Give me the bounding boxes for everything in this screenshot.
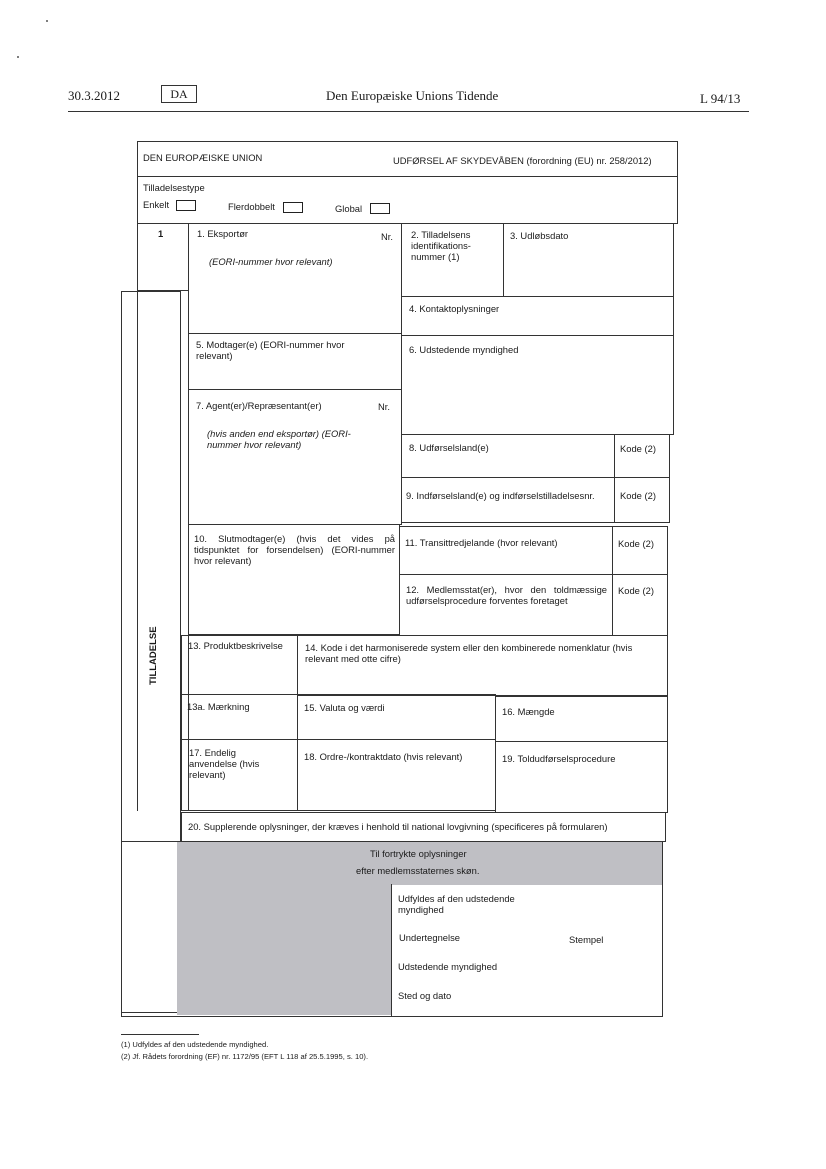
scan-speck bbox=[17, 56, 19, 58]
form-org: DEN EUROPÆISKE UNION bbox=[143, 152, 263, 163]
box-4-contact[interactable] bbox=[401, 296, 674, 336]
box-9-label: 9. Indførselsland(e) og indførselstilladelsesnr. bbox=[406, 490, 595, 501]
box-18-order-date[interactable] bbox=[297, 739, 496, 811]
footnote-2: (2) Jf. Rådets forordning (EF) nr. 1172/95 (EFT L 118 af 25.5.1995, s. 10). bbox=[121, 1052, 369, 1061]
preprinted-line-2: efter medlemsstaternes skøn. bbox=[356, 865, 480, 876]
box-11-label: 11. Transittredjelande (hvor relevant) bbox=[405, 537, 558, 548]
box-8-code-label: Kode (2) bbox=[620, 443, 656, 454]
box-1-note: (EORI-nummer hvor relevant) bbox=[209, 256, 333, 267]
box-1-exporter[interactable] bbox=[188, 223, 402, 334]
box-19-customs-procedure[interactable] bbox=[495, 741, 668, 813]
box-12-code-label: Kode (2) bbox=[618, 585, 654, 596]
box-6-label: 6. Udstedende myndighed bbox=[409, 344, 519, 355]
box-15-label: 15. Valuta og værdi bbox=[304, 702, 385, 713]
preprinted-line-1: Til fortrykte oplysninger bbox=[370, 848, 467, 859]
box-15-currency-value[interactable] bbox=[297, 694, 496, 740]
language-badge: DA bbox=[161, 85, 197, 103]
form-title: UDFØRSEL AF SKYDEVÅBEN (forordning (EU) nr. 258/2012) bbox=[393, 155, 652, 166]
header-rule bbox=[68, 111, 749, 112]
box-8-label: 8. Udførselsland(e) bbox=[409, 442, 489, 453]
header-date: 30.3.2012 bbox=[68, 88, 120, 103]
box-16-label: 16. Mængde bbox=[502, 706, 555, 717]
signature-label: Undertegnelse bbox=[399, 932, 460, 943]
type-flerdobbelt-checkbox[interactable] bbox=[283, 202, 303, 213]
box-4-label: 4. Kontaktoplysninger bbox=[409, 303, 500, 314]
type-enkelt-checkbox[interactable] bbox=[176, 200, 196, 211]
scan-speck bbox=[46, 20, 48, 22]
box-14-label: 14. Kode i det harmoniserede system eller den kombinerede nomenklatur (hvis relevant med otte cifre) bbox=[305, 642, 633, 664]
box-12-label: 12. Medlemsstat(er), hvor den toldmæssige udførselsprocedure forventes foretaget bbox=[406, 584, 607, 606]
journal-title: Den Europæiske Unions Tidende bbox=[326, 88, 499, 103]
preprinted-area-left bbox=[177, 884, 392, 1015]
box-11-code-label: Kode (2) bbox=[618, 538, 654, 549]
box-8-export-country[interactable] bbox=[401, 434, 615, 478]
box-20-label: 20. Supplerende oplysninger, der kræves i henhold til national lovgivning (specificeres på formularen) bbox=[188, 821, 608, 832]
box-17-label: 17. Endelig anvendelse (hvis relevant) bbox=[189, 747, 260, 780]
box-10-label: 10. Slutmodtager(e) (hvis det vides på tidspunktet for forsendelsen) (EORI-nummer hvor relevant) bbox=[194, 533, 395, 566]
place-date-label: Sted og dato bbox=[398, 990, 452, 1001]
box-1-nr: Nr. bbox=[381, 231, 393, 242]
type-enkelt-label: Enkelt bbox=[143, 199, 170, 210]
box-13-label: 13. Produktbeskrivelse bbox=[188, 640, 283, 651]
box-18-label: 18. Ordre-/kontraktdato (hvis relevant) bbox=[304, 751, 463, 762]
box-11-transit-countries[interactable] bbox=[399, 526, 613, 575]
type-flerdobbelt-label: Flerdobbelt bbox=[228, 201, 275, 212]
type-global-checkbox[interactable] bbox=[370, 203, 390, 214]
box-8-code[interactable] bbox=[614, 434, 670, 478]
type-global-label: Global bbox=[335, 203, 363, 214]
box-16-quantity[interactable] bbox=[495, 696, 668, 742]
box-7-label: 7. Agent(er)/Repræsentant(er) bbox=[196, 400, 322, 411]
box-19-label: 19. Toldudførselsprocedure bbox=[502, 753, 616, 764]
box-2-label: 2. Tilladelsens identifikations-nummer (1) bbox=[411, 229, 471, 262]
issuing-authority-label: Udstedende myndighed bbox=[398, 961, 498, 972]
box-3-label: 3. Udløbsdato bbox=[510, 230, 569, 241]
box-11-code[interactable] bbox=[612, 526, 668, 575]
box-5-label: 5. Modtager(e) (EORI-nummer hvor relevant) bbox=[196, 339, 345, 361]
box-7-nr: Nr. bbox=[378, 401, 390, 412]
box-1-label: 1. Eksportør bbox=[197, 228, 249, 239]
stamp-label: Stempel bbox=[569, 934, 604, 945]
box-7-note: (hvis anden end eksportør) (EORI-nummer hvor relevant) bbox=[207, 428, 351, 450]
box-9-code-label: Kode (2) bbox=[620, 490, 656, 501]
copy-number: 1 bbox=[158, 228, 164, 239]
page-reference: L 94/13 bbox=[700, 91, 741, 106]
issuer-fill-note: Udfyldes af den udstedende myndighed bbox=[398, 893, 515, 915]
side-label: TILLADELSE bbox=[148, 626, 159, 685]
box-13a-label: 13a. Mærkning bbox=[187, 701, 250, 712]
type-label: Tilladelsestype bbox=[143, 182, 205, 193]
type-row bbox=[137, 176, 678, 224]
footnote-1: (1) Udfyldes af den udstedende myndighed. bbox=[121, 1040, 269, 1049]
footnote-rule bbox=[121, 1034, 199, 1035]
box-12-code[interactable] bbox=[612, 574, 668, 636]
